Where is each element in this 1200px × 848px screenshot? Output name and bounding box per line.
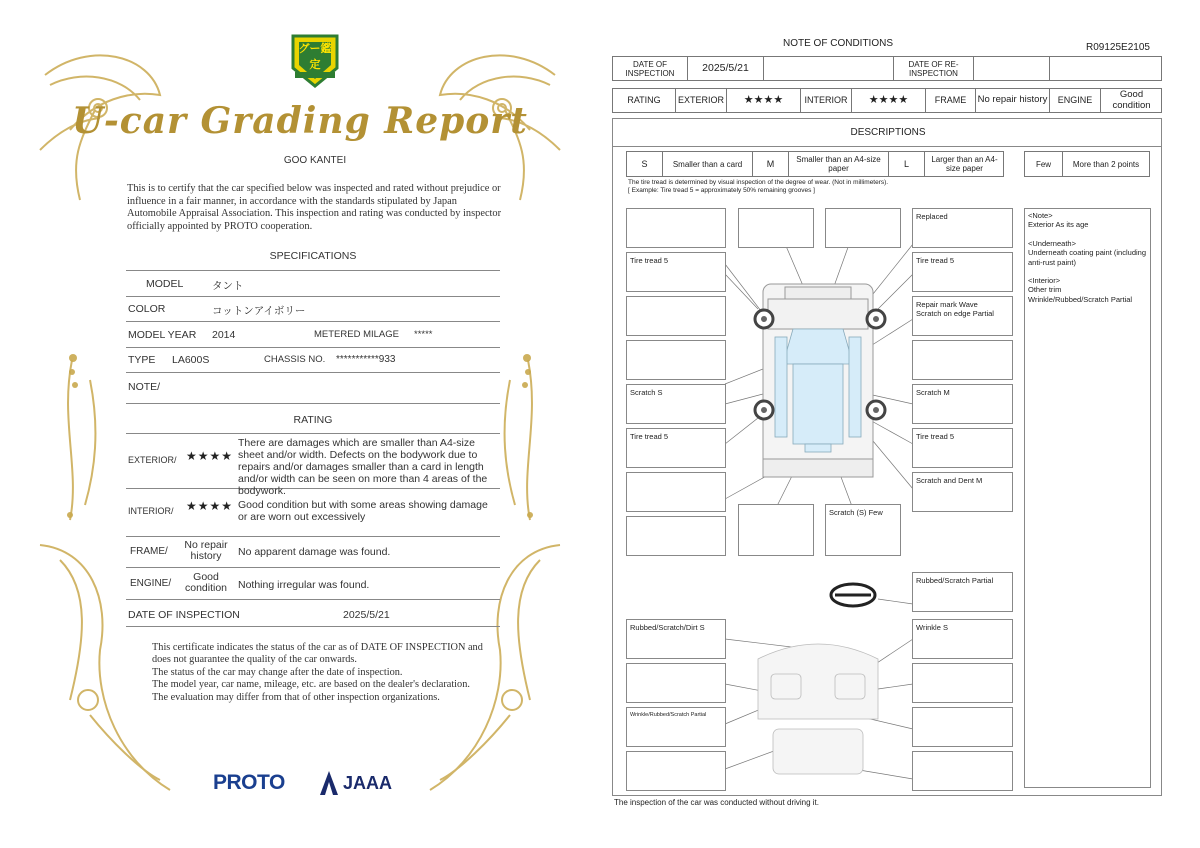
legend-s-text: Smaller than a card — [663, 152, 753, 176]
type-label: TYPE — [128, 354, 156, 366]
rating-row — [612, 88, 1162, 113]
cond-box-front-mid2-blank — [825, 208, 901, 248]
date-reinspection-value — [974, 57, 1050, 80]
spec-row-model-year — [126, 322, 500, 348]
model-value: タント — [212, 280, 244, 292]
report-code: R09125E2105 — [1086, 42, 1150, 53]
certificate-intro: This is to certify that the car specified below was inspected and rated without prejudice or influence in a fair manner, in accordance with the standards stipulated by Japan Automobile Appraisal Association. This inspection and rating was conducted by inspector officially appointed by PROTO cooperation. — [127, 183, 502, 232]
legend-l-label: L — [889, 152, 925, 176]
company-name: GOO KANTEI — [283, 155, 347, 166]
interior-description: Good condition but with some areas showing damage or are worn out excessively — [238, 499, 488, 523]
cond-box-steering: Rubbed/Scratch Partial — [912, 572, 1013, 612]
note-label: NOTE/ — [128, 381, 161, 393]
model-year-value: 2014 — [212, 329, 236, 341]
cond-box-wrinkle-rubbed: Wrinkle/Rubbed/Scratch Partial — [626, 707, 726, 747]
interior-label: INTERIOR — [801, 89, 852, 112]
cond-box-tire-rear-right: Tire tread 5 — [912, 428, 1013, 468]
badge-label: グー鑑定 — [298, 43, 332, 71]
date-of-inspection-label: DATE OF INSPECTION — [613, 57, 688, 80]
inspection-date-row — [126, 600, 500, 627]
exterior-stars: ★★★★ — [186, 449, 234, 463]
engine-value: Good condition — [1112, 89, 1151, 111]
spec-row-type — [126, 348, 500, 373]
cond-box-scratch-dent: Scratch and Dent M — [912, 472, 1013, 512]
cond-box-front-mid-blank — [738, 208, 814, 248]
cond-box-scratch-m: Scratch M — [912, 384, 1013, 424]
color-value: コットンアイボリー — [212, 305, 306, 317]
underneath-heading: <Underneath> — [1028, 238, 1076, 248]
descriptions-panel — [612, 118, 1162, 796]
date-blank-1 — [764, 57, 894, 80]
cond-box-front-left-blank — [626, 208, 726, 248]
exterior-label: EXTERIOR — [676, 89, 727, 112]
descriptions-heading: DESCRIPTIONS — [850, 127, 926, 138]
type-value: LA600S — [172, 354, 210, 366]
proto-logo: PROTO — [213, 771, 285, 794]
engine-description: Nothing irregular was found. — [238, 579, 370, 591]
jaaa-logo: JAAA — [343, 773, 393, 793]
engine-label: ENGINE — [1050, 89, 1101, 112]
cond-box-left-2-blank — [626, 296, 726, 336]
cond-box-left-6-blank — [626, 472, 726, 512]
rating-row-exterior — [126, 434, 500, 497]
note-of-conditions-sheet — [600, 0, 1200, 848]
interior-stars: ★★★★ — [186, 499, 234, 513]
exterior-stars: ★★★★ — [727, 89, 801, 112]
cond-box-interior-left-4-blank — [626, 751, 726, 791]
report-title: U-car Grading Report — [72, 100, 528, 142]
cond-box-scratch-s: Scratch S — [626, 384, 726, 424]
rating-label: RATING — [613, 89, 676, 112]
frame-label: FRAME/ — [130, 546, 168, 557]
underneath-text: Underneath coating paint (including anti-rust paint) — [1028, 248, 1146, 267]
frame-value: No repair history — [976, 89, 1050, 112]
cond-box-wrinkle-s: Wrinkle S — [912, 619, 1013, 659]
cond-box-interior-right-3-blank — [912, 707, 1013, 747]
logo-strip — [213, 768, 403, 798]
date-of-inspection-value: 2025/5/21 — [688, 57, 764, 80]
cond-box-tire-front-left: Tire tread 5 — [626, 252, 726, 292]
legend-m-label: M — [753, 152, 789, 176]
cond-box-repair-mark: Repair mark Wave Scratch on edge Partial — [912, 296, 1013, 336]
color-label: COLOR — [128, 303, 166, 315]
date-of-reinspection-label: DATE OF RE-INSPECTION — [894, 57, 974, 80]
legend-few-text: More than 2 points — [1072, 159, 1140, 169]
chassis-label: CHASSIS NO. — [264, 354, 326, 365]
engine-value: Good condition — [184, 571, 228, 594]
date-row — [612, 56, 1162, 81]
cond-box-tire-rear-left: Tire tread 5 — [626, 428, 726, 468]
cond-box-left-7-blank — [626, 516, 726, 556]
cond-box-interior-right-4-blank — [912, 751, 1013, 791]
rating-heading: RATING — [293, 414, 333, 426]
cond-box-tire-front-right: Tire tread 5 — [912, 252, 1013, 292]
interior-stars: ★★★★ — [852, 89, 926, 112]
interior-heading: <Interior> — [1028, 276, 1061, 286]
cond-box-right-3-blank — [912, 340, 1013, 380]
rating-row-engine — [126, 568, 500, 600]
date-of-inspection-value: 2025/5/21 — [343, 609, 390, 621]
cond-box-interior-left-2-blank — [626, 663, 726, 703]
note-text: Exterior As its age — [1028, 220, 1089, 230]
chassis-value: ***********933 — [336, 354, 396, 365]
metered-milage-label: METERED MILAGE — [314, 329, 399, 340]
cond-box-rubbed-dirt: Rubbed/Scratch/Dirt S — [626, 619, 726, 659]
inspection-disclaimer: The inspection of the car was conducted without driving it. — [614, 798, 819, 807]
interior-label: INTERIOR/ — [128, 506, 174, 516]
specifications-heading: SPECIFICATIONS — [269, 250, 357, 262]
exterior-label: EXTERIOR/ — [128, 455, 177, 465]
date-of-inspection-label: DATE OF INSPECTION — [128, 609, 240, 621]
engine-label: ENGINE/ — [130, 578, 172, 589]
legend-few-label: Few — [1025, 152, 1063, 176]
metered-milage-value: ***** — [414, 329, 433, 340]
spec-row-color — [126, 297, 500, 322]
certificate-footnote: This certificate indicates the status of the car as of DATE OF INSPECTION and does not guarantee the quality of the car onwards. The status of the car may change after the date of inspection. The model year, car name, mileage, etc. are based on the dealer's declaration. The evaluation may differ from that of other inspection organizations. — [152, 642, 483, 703]
frame-value: No repair history — [184, 539, 228, 562]
rating-row-frame — [126, 537, 500, 568]
interior-text: Other trim Wrinkle/Rubbed/Scratch Partial — [1028, 285, 1133, 304]
legend-s-label: S — [627, 152, 663, 176]
date-blank-2 — [1050, 57, 1162, 80]
tire-note-line-2: [ Example: Tire tread 5 = approximately 50% remaining grooves ] — [628, 187, 815, 194]
cond-box-scratch-few: Scratch (S) Few — [825, 504, 901, 556]
notes-panel — [1024, 208, 1151, 788]
model-year-label: MODEL YEAR — [128, 329, 197, 341]
tire-note-line-1: The tire tread is determined by visual inspection of the degree of wear. (Not in millimeters). — [628, 179, 889, 186]
cond-box-replaced: Replaced — [912, 208, 1013, 248]
frame-label: FRAME — [926, 89, 976, 112]
spec-row-model — [126, 271, 500, 297]
jaaa-mark-icon — [319, 770, 339, 796]
legend-l-text: Larger than an A4-size paper — [931, 155, 998, 173]
spec-row-note — [126, 373, 500, 404]
sheet-title: NOTE OF CONDITIONS — [783, 38, 893, 49]
note-heading: <Note> — [1028, 211, 1053, 220]
cond-box-interior-right-2-blank — [912, 663, 1013, 703]
model-label: MODEL — [146, 278, 184, 290]
frame-description: No apparent damage was found. — [238, 546, 391, 558]
exterior-description: There are damages which are smaller than A4-size sheet and/or width. Defects on the bodywork due to repairs and/or damages smaller than a card in length and/or width can be seen on more than 4 areas of the bodywork. — [238, 437, 488, 497]
cond-box-rear-mid-blank — [738, 504, 814, 556]
rating-row-interior — [126, 489, 500, 537]
legend-m-text: Smaller than an A4-size paper — [789, 152, 889, 176]
cond-box-left-3-blank — [626, 340, 726, 380]
